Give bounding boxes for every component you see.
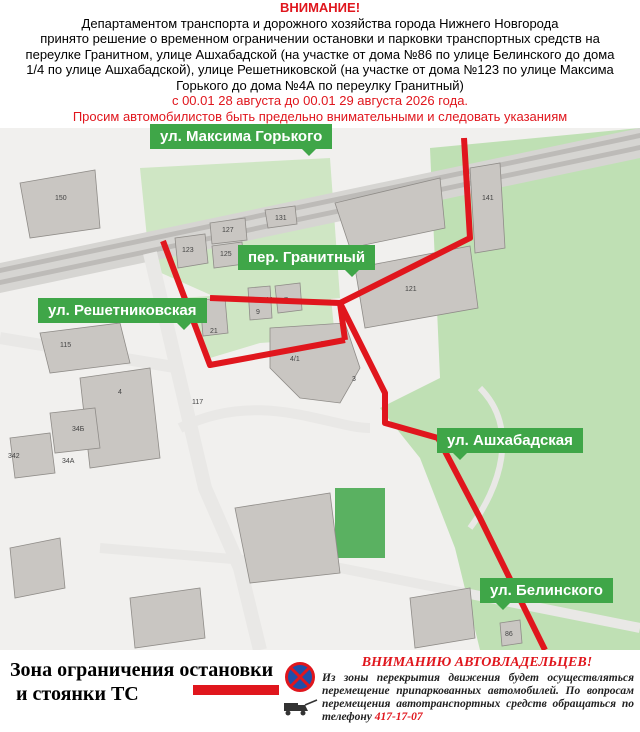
svg-text:34А: 34А [62,458,75,465]
announcement-line-4: 1/4 по улице Ашхабадской), улице Решетниковской (на участке от дома №123 по улице Максима [26,62,614,77]
svg-text:117: 117 [192,399,204,406]
announcement-line-1: Департаментом транспорта и дорожного хозяйства города Нижнего Новгорода [81,15,559,31]
restriction-map [0,128,640,650]
svg-text:9: 9 [256,309,260,316]
tow-truck-icon [283,697,319,717]
warning-title: ВНИМАНИЕ! [279,0,361,15]
announcement-line-5: Горького до дома №4А по переулку Гранитный) [176,77,464,93]
svg-text:141: 141 [482,195,494,202]
svg-text:34Б: 34Б [72,426,85,433]
label-ashkhabadskaya: ул. Ашхабадская [437,428,583,453]
no-stopping-sign-icon [285,662,315,692]
svg-text:1/4: 1/4 [320,341,330,348]
svg-text:86: 86 [505,631,513,638]
svg-text:4А: 4А [265,297,274,304]
announcement-line-2: принято решение о временном ограничении остановки и парковки транспортных средств на [40,31,600,46]
zone-legend-text [10,658,273,706]
label-reshetnikovskaya: ул. Решетниковская [38,298,207,323]
svg-text:3: 3 [352,376,356,383]
announcement-header [0,0,640,128]
label-maxim-gorky: ул. Максима Горького [150,124,332,149]
svg-text:123: 123 [182,247,194,254]
svg-text:115: 115 [60,342,72,349]
label-granitny: пер. Гранитный [238,245,375,270]
notice-phone: 417-17-07 [374,711,423,723]
svg-text:131: 131 [275,215,287,222]
notice-body [322,672,634,724]
svg-text:150: 150 [55,195,67,202]
map-canvas [0,128,640,650]
notice-title: ВНИМАНИЮ АВТОВЛАДЕЛЬЦЕВ! [361,655,593,670]
label-belinskogo: ул. Белинского [480,578,613,603]
zone-legend-line-2: и стоянки ТС [16,683,139,705]
sports-field [335,488,385,558]
driver-appeal: Просим автомобилистов быть предельно внимательными и следовать указаниям [72,108,568,124]
svg-text:121: 121 [405,286,417,293]
svg-text:7: 7 [284,297,288,304]
notice-text: Из зоны перекрытия движения будет осуществляться перемещение припаркованных автомобилей. По вопросам перемещения автотранспортных средств обращаться по телефону [322,672,634,723]
svg-text:125: 125 [220,251,232,258]
restriction-line-swatch [193,685,279,695]
svg-text:4: 4 [118,389,122,396]
announcement-line-3: переулке Гранитном, улице Ашхабадской (на участке от дома №86 по улице Белинского до дома [25,46,615,62]
zone-legend-line-1: Зона ограничения остановки [10,659,274,681]
svg-text:127: 127 [222,227,234,234]
svg-text:342: 342 [8,453,20,460]
svg-text:21: 21 [210,328,218,335]
svg-text:4/1: 4/1 [290,356,300,363]
restriction-dates: с 00.01 28 августа до 00.01 29 августа 2026 года. [171,93,469,108]
